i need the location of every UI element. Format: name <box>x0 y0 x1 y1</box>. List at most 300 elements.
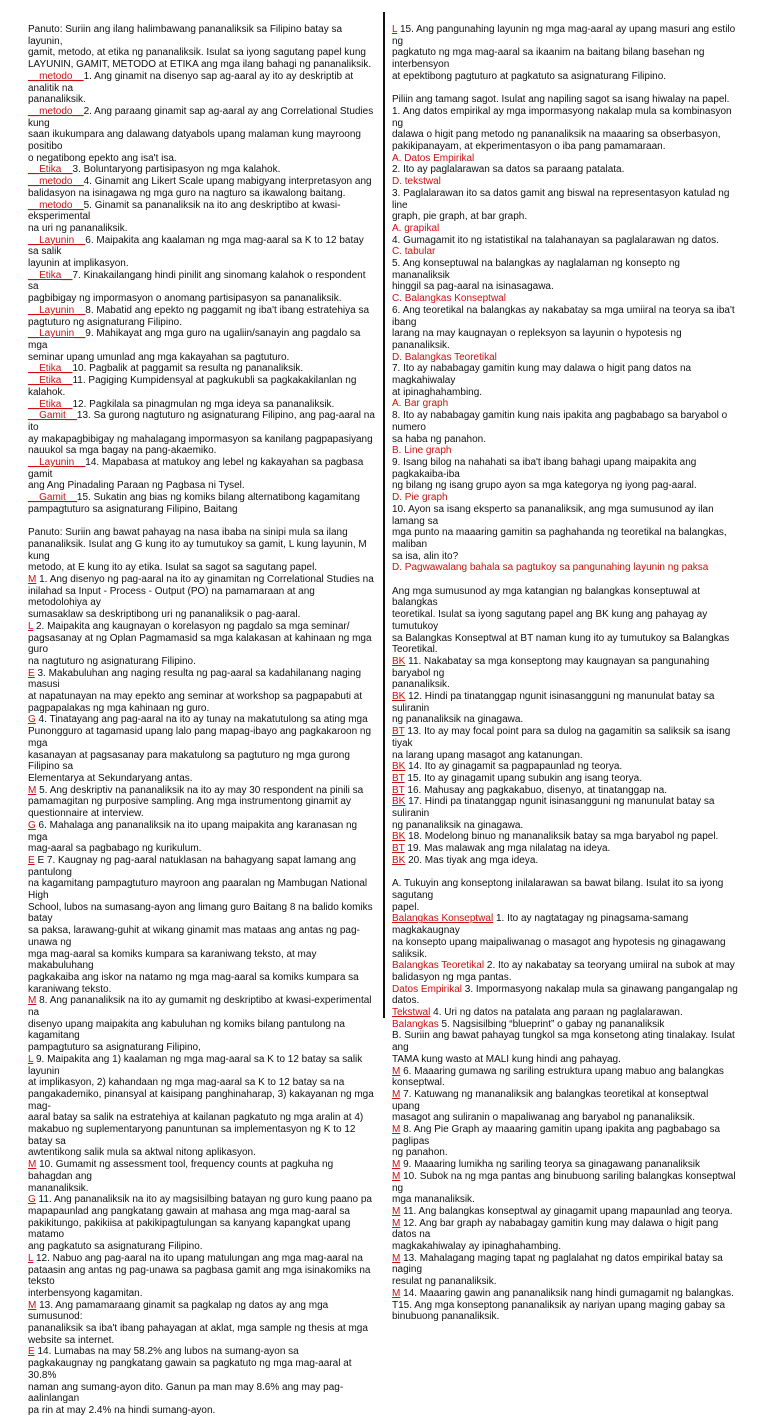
answer-mark: M <box>28 574 37 586</box>
text-line <box>28 258 376 270</box>
line-text: 13. Mahalagang maging tapat ng paglalahat ng datos empirikal batay sa naging <box>392 1252 723 1276</box>
line-text: 15. Ang pangunahing layunin ng mga mag-aaral ay upang masuri ang estilo ng <box>392 24 736 47</box>
line-text: saan ikukumpara ang dalawang datyabols upang malaman kung mayroong positibo <box>28 129 361 153</box>
text-line <box>392 504 738 527</box>
line-text: seminar upang umunlad ang mga kakayahan sa pagtuturo. <box>28 351 290 363</box>
text-line <box>392 1171 738 1194</box>
text-line <box>28 293 376 305</box>
text-line <box>392 398 738 410</box>
text-line <box>392 445 738 457</box>
line-text: 2. Ang paraang ginamit sap ag-aaral ay ang Correlational Studies kung <box>28 105 374 129</box>
answer-mark: M <box>392 1159 401 1171</box>
text-line <box>392 434 738 446</box>
text-line <box>392 1194 738 1206</box>
line-text: at ipinaghahambing. <box>392 386 483 398</box>
text-line <box>28 188 376 200</box>
text-line <box>392 281 738 293</box>
text-line <box>392 1300 738 1312</box>
text-line <box>28 1194 376 1206</box>
text-line <box>28 1183 376 1195</box>
text-line <box>392 1077 738 1089</box>
line-text: 4. Ginamit ang Likert Scale upang mabigyang interpretasyon ang <box>83 176 372 188</box>
text-line <box>392 363 738 386</box>
line-text: pagpapalakas ng mga kahinaan ng guro. <box>28 702 210 714</box>
text-line <box>392 562 738 574</box>
line-text: mag-aaral sa pagbabago ng kurikulum. <box>28 843 202 855</box>
text-line <box>392 714 738 726</box>
answer-mark: BT <box>392 772 405 784</box>
answer-mark: G <box>28 819 36 831</box>
text-line <box>392 24 738 47</box>
answer-mark: L <box>28 620 34 632</box>
text-line <box>392 457 738 480</box>
line-text: 9. Maaaring lumikha ng sariling teorya sa ginagawang pananaliksik <box>400 1159 700 1171</box>
line-text: magkakahiwalay ay ipinaghahambing. <box>392 1241 561 1253</box>
text-line <box>28 410 376 433</box>
answer-choice: D. tekstwal <box>392 176 441 188</box>
line-text: 4. Gumagamit ito ng istatistikal na talahanayan sa paglalarawan ng datos. <box>392 234 719 246</box>
answer-mark: __metodo__ <box>28 199 84 211</box>
line-text: layunin at implikasyon. <box>28 258 129 270</box>
text-line <box>392 691 738 714</box>
line-text: ng pananaliksik na ginagawa. <box>392 714 524 726</box>
answer-mark: Tekstwal <box>392 1007 431 1019</box>
line-text: mananaliksik. <box>28 1182 89 1194</box>
text-line <box>28 1382 376 1405</box>
text-line <box>28 633 376 656</box>
answer-mark: E <box>28 1346 35 1358</box>
line-text: pagkatuto ng mga mag-aaral sa ikaanim na baitang bilang basehan ng interbensyon <box>392 47 705 71</box>
text-line <box>392 984 738 1007</box>
line-text: 1. Ang datos empirikal ay mga impormasyong nakalap mula sa kombinasyon ng <box>392 105 732 129</box>
line-text: Panuto: Suriin ang ilang halimbawang pananaliksik sa Filipino batay sa layunin, <box>28 24 343 47</box>
line-text: karaniwang teksto. <box>28 983 112 995</box>
text-line <box>392 902 738 914</box>
line-text: makabuo ng suplementaryong panuntunan sa implementasyon ng K to 12 batay sa <box>28 1124 356 1147</box>
line-text: 14. Ito ay ginagamit sa pagpapaunlad ng teorya. <box>405 761 623 773</box>
text-line <box>28 855 376 878</box>
line-text: pagtuturo ng asignaturang Filipino. <box>28 316 182 328</box>
text-line <box>28 1253 376 1265</box>
text-line <box>28 1218 376 1241</box>
line-text: pakikitungo, pakikiisa at pakikipagtulungan sa kanyang kapangkat upang matamo <box>28 1217 351 1241</box>
line-text: 1. Ang disenyo ng pag-aaral na ito ay ginamitan ng Correlational Studies na <box>36 574 374 586</box>
line-text: 5. Nagsisilbing “blueprint” o gabay ng pananaliksik <box>438 1018 665 1030</box>
text-line <box>28 1300 376 1323</box>
answer-mark: M <box>392 1217 401 1229</box>
line-text: 5. Ginamit sa pananaliksik na ito ang deskriptibo at kwasi-eksperimental <box>28 199 341 223</box>
text-line <box>28 176 376 188</box>
text-line <box>392 726 738 749</box>
text-line <box>392 258 738 281</box>
text-line <box>392 1311 738 1323</box>
text-line <box>28 785 376 797</box>
answer-choice: D. Pie graph <box>392 492 448 504</box>
text-line <box>28 270 376 293</box>
line-text: kasanayan at pagsasanay para makatulong sa pagtuturo ng mga gurong Filipino sa <box>28 749 350 773</box>
line-text: binubuong pananaliksik. <box>392 1311 500 1323</box>
text-line <box>392 878 738 901</box>
text-line <box>392 164 738 176</box>
line-text: pagsasanay at ng Oplan Pagmamasid sa mga kalakasan at kahinaan ng mga guro <box>28 632 372 656</box>
line-text: 10. Subok na ng mga pantas ang binubuong sariling balangkas konseptwal ng <box>392 1170 736 1194</box>
line-text: 11. Nakabatay sa mga konseptong may kaugnayan sa pangunahing baryabol ng <box>392 655 710 679</box>
line-text: 9. Isang bilog na nahahati sa iba't ibang bahagi upang maipakita ang pagkakaiba-iba <box>392 457 697 480</box>
text-line <box>392 796 738 819</box>
text-line <box>28 71 376 94</box>
answer-mark: G <box>28 1194 36 1206</box>
text-line <box>392 913 738 936</box>
answer-mark: Balangkas Teoretikal <box>392 960 485 972</box>
line-text: A. Tukuyin ang konseptong inilalarawan sa bawat bilang. Isulat ito sa iyong sagutang <box>392 878 724 901</box>
answer-mark: G <box>28 714 36 726</box>
line-text: LAYUNIN, GAMIT, METODO at ETIKA ang mga ilang bahagi ng pananaliksik. <box>28 59 372 71</box>
blank-line <box>392 83 738 95</box>
text-line <box>28 399 376 411</box>
answer-mark: BK <box>392 854 406 866</box>
line-text: questionnaire at interview. <box>28 808 144 820</box>
line-text: 8. Ang Pie Graph ay maaaring gamitin upang ipakita ang pagbabago sa paglipas <box>392 1124 721 1147</box>
line-text: larang na may kaugnayan o repleksyon sa layunin o hypotesis ng pananaliksik. <box>392 328 682 351</box>
text-line <box>28 1042 376 1054</box>
line-text: 12. Nabuo ang pag-aaral na ito upang matulungan ang mga mag-aaral na <box>33 1252 363 1264</box>
line-text: ang Ang Pinadaling Paraan ng Pagbasa ni Tysel. <box>28 480 245 492</box>
answer-mark: BK <box>392 655 406 667</box>
text-line <box>392 387 738 399</box>
answer-choice: C. Balangkas Konseptwal <box>392 293 506 305</box>
text-line <box>28 387 376 399</box>
text-line <box>28 1288 376 1300</box>
line-text: 2. Ito ay paglalarawan sa datos sa paraang patalata. <box>392 164 625 176</box>
line-text: na uri ng pananaliksik. <box>28 222 128 234</box>
line-text: 7. Ito ay nababagay gamitin kung may dalawa o higit pang datos na magkahiwalay <box>392 363 692 387</box>
text-line <box>28 820 376 843</box>
answer-mark: M <box>392 1088 401 1100</box>
text-line <box>392 949 738 961</box>
answer-mark: E <box>28 854 35 866</box>
line-text: balidasyon ng mga pantas. <box>392 971 512 983</box>
text-line <box>28 1405 376 1417</box>
text-line <box>392 1206 738 1218</box>
line-text: 11. Ang pananaliksik na ito ay magsisilbing batayan ng guro kung paano pa <box>35 1194 372 1206</box>
line-text: awtentikong salik mula sa aktwal nitong aplikasyon. <box>28 1147 256 1159</box>
text-line <box>28 972 376 984</box>
answer-mark: M <box>392 1287 401 1299</box>
text-line <box>392 1288 738 1300</box>
line-text: na konsepto upang maipaliwanag o masagot ang hypotesis ng ginagawang <box>392 936 726 948</box>
line-text: pampagtuturo sa asignaturang Filipino, Baitang <box>28 503 238 515</box>
line-text: na larang upang masagot ang katanungan. <box>392 749 583 761</box>
text-line <box>28 1358 376 1381</box>
text-line <box>392 785 738 797</box>
line-text: Teoretikal. <box>392 644 438 656</box>
line-text: inilahad sa Input - Process - Output (PO) na pamamaraan at ang metodolohiya ay <box>28 585 315 609</box>
answer-mark: __Etika__ <box>28 164 73 176</box>
line-text: pa rin at may 2.4% na hindi sumang-ayon. <box>28 1404 216 1416</box>
text-line <box>28 726 376 749</box>
text-line <box>28 106 376 129</box>
line-text: Panuto: Suriin ang bawat pahayag na nasa ibaba na sinipi mula sa ilang <box>28 527 348 539</box>
line-text: ng pananaliksik na ginagawa. <box>392 819 524 831</box>
answer-mark: __Etika__ <box>28 375 73 387</box>
text-line <box>392 1007 738 1019</box>
text-line <box>28 129 376 152</box>
line-text: mga punto na maaaring gamitin sa paghahanda ng teoretikal na balangkas, maliban <box>392 527 727 550</box>
line-text: 3. Impormasyong nakalap mula sa ginawang pangangalap ng datos. <box>392 983 738 1007</box>
text-line <box>392 855 738 867</box>
line-text: 14. Mapabasa at matukoy ang lebel ng kakayahan sa pagbasa gamit <box>28 457 364 480</box>
text-line <box>28 1335 376 1347</box>
line-text: Punongguro at tagamasid upang lalo pang mapag-ibayo ang pagkakaroon ng mga <box>28 726 372 749</box>
text-line <box>392 1019 738 1031</box>
text-line <box>392 1276 738 1288</box>
answer-mark: BT <box>392 726 405 738</box>
text-line <box>392 1030 738 1053</box>
text-line <box>28 164 376 176</box>
line-text: T15. Ang mga konseptong pananaliksik ay nariyan upang maging gabay sa <box>392 1299 726 1311</box>
text-line <box>392 551 738 563</box>
answer-choice: A. Bar graph <box>392 398 449 410</box>
line-text: masagot ang suliranin o mapaliwanag ang baryabol ng pananaliksik. <box>392 1112 695 1124</box>
line-text: saliksik. <box>392 948 428 960</box>
line-text: sa isa, alin ito? <box>392 550 459 562</box>
text-line <box>392 633 738 645</box>
answer-mark: L <box>28 1053 34 1065</box>
text-line <box>392 609 738 632</box>
line-text: 13. Ito ay may focal point para sa dulog na gagamitin sa saliksik sa isang tiyak <box>392 726 731 749</box>
blank-line <box>28 516 376 528</box>
text-line <box>392 1218 738 1241</box>
text-line <box>392 1066 738 1078</box>
answer-mark: L <box>392 24 398 35</box>
line-text: 7. Kinakailangang hindi pinilit ang sinomang kalahok o respondent sa <box>28 269 366 293</box>
text-line <box>28 984 376 996</box>
line-text: 13. Sa gurong nagtuturo ng asignaturang Filipino, ang pag-aaral na ito <box>28 410 375 433</box>
text-line <box>392 1112 738 1124</box>
line-text: 15. Ito ay ginagamit upang subukin ang isang teorya. <box>404 772 642 784</box>
text-line <box>392 141 738 153</box>
text-line <box>28 59 376 71</box>
line-text: mga mag-aaral sa komiks kumpara sa karaniwang teksto, at may makabuluhang <box>28 948 317 972</box>
text-line <box>392 972 738 984</box>
line-text: papel. <box>392 901 420 913</box>
answer-mark: M <box>28 784 37 796</box>
answer-mark: M <box>392 1205 401 1217</box>
text-line <box>392 527 738 550</box>
answer-mark: E <box>28 667 35 679</box>
text-line <box>392 1159 738 1171</box>
text-line <box>28 703 376 715</box>
answer-mark: __metodo__ <box>28 105 84 117</box>
line-text: 16. Mahusay ang pagkakabuo, disenyo, at tinatanggap na. <box>404 784 668 796</box>
answer-choice: B. Line graph <box>392 445 452 457</box>
line-text: 12. Hindi pa tinatanggap ngunit isinasangguni ng manunulat batay sa suliranin <box>392 691 715 714</box>
text-line <box>28 925 376 948</box>
answer-mark: __Layunin__ <box>28 457 86 469</box>
text-line <box>392 235 738 247</box>
text-line <box>28 773 376 785</box>
text-line <box>28 621 376 633</box>
line-text: pangakademiko, pinansyal at kaisipang panghinaharap, 3) kakayanan ng mga mag- <box>28 1088 374 1112</box>
text-line <box>392 211 738 223</box>
line-text: Elementarya at Sekundaryang antas. <box>28 772 193 784</box>
line-text: 4. Tinatayang ang pag-aaral na ito ay tunay na makatutulong sa ating mga <box>35 714 368 726</box>
text-line <box>28 1112 376 1124</box>
line-text: 9. Mahikayat ang mga guro na ugaliin/sanayin ang pagdalo sa mga <box>28 328 361 351</box>
text-line <box>392 1253 738 1276</box>
text-line <box>28 200 376 223</box>
line-text: 11. Ang balangkas konseptwal ay ginagamit upang mapaunlad ang teorya. <box>400 1205 733 1217</box>
line-text: 12. Ang bar graph ay nababagay gamitin kung may dalawa o higit pang datos na <box>392 1217 719 1241</box>
line-text: 13. Ang pamamaraang ginamit sa pagkalap ng datos ay ang mga sumusunod: <box>28 1299 329 1323</box>
line-text: aaral batay sa salik na estratehiya at kailanan pagkatuto ng mga aralin at 4) <box>28 1112 364 1124</box>
text-line <box>392 480 738 492</box>
text-line <box>28 750 376 773</box>
right-column <box>392 24 738 1323</box>
text-line <box>28 317 376 329</box>
line-text: 5. Ang konseptuwal na balangkas ay naglalaman ng konsepto ng mananaliksik <box>392 258 680 281</box>
text-line <box>28 574 376 586</box>
text-line <box>28 94 376 106</box>
text-line <box>28 375 376 387</box>
line-text: ay makapagbibigay ng mahalagang impormasyon sa kanilang pagpapasiyang <box>28 433 373 445</box>
text-line <box>392 71 738 83</box>
line-text: pamamagitan ng purposive sampling. Ang mga instrumentong ginamit ay <box>28 796 351 808</box>
text-line <box>28 1089 376 1112</box>
line-text: mga mananaliksik. <box>392 1194 475 1206</box>
line-text: 8. Mabatid ang epekto ng paggamit ng iba't ibang estratehiya sa <box>85 304 370 316</box>
text-line <box>392 1147 738 1159</box>
line-text: Piliin ang tamang sagot. Isulat ang napiling sagot sa isang hiwalay na papel. <box>392 94 730 106</box>
line-text: Ang mga sumusunod ay mga katangian ng balangkas konseptuwal at balangkas <box>392 585 700 609</box>
line-text: 2. Maipakita ang kaugnayan o korelasyon ng pagdalo sa mga seminar/ <box>33 620 350 632</box>
line-text: sa haba ng panahon. <box>392 433 486 445</box>
text-line <box>28 1346 376 1358</box>
text-line <box>392 106 738 129</box>
line-text: o negatibong epekto ang isa't isa. <box>28 152 177 164</box>
text-line <box>28 363 376 375</box>
column-divider <box>383 12 385 1018</box>
text-line <box>392 492 738 504</box>
line-text: website sa internet. <box>28 1334 115 1346</box>
line-text: 5. Ang deskriptiv na pananaliksik na ito ay may 30 respondent na pinili sa <box>36 784 364 796</box>
line-text: resulat ng pananaliksik. <box>392 1276 497 1288</box>
line-text: 3. Boluntaryong partisipasyon ng mga kalahok. <box>72 164 281 176</box>
line-text: ang pagkatuto sa asignaturang Filipino. <box>28 1241 203 1253</box>
text-line <box>392 960 738 972</box>
line-text: 1. Ito ay nagtatagay ng pinagsama-samang magkakaugnay <box>392 913 689 937</box>
text-line <box>28 656 376 668</box>
line-text: metodo, at E kung ito ay etika. Isulat sa sagot sa sagutang papel. <box>28 562 318 574</box>
text-line <box>28 1323 376 1335</box>
line-text: E 7. Kaugnay ng pag-aaral natuklasan na bahagyang sapat lamang ang pantulong <box>28 854 357 878</box>
text-line <box>28 480 376 492</box>
text-line <box>392 831 738 843</box>
answer-mark: L <box>28 1252 34 1264</box>
text-line <box>28 539 376 562</box>
answer-mark: Balangkas Konseptwal <box>392 913 494 925</box>
text-line <box>392 305 738 328</box>
text-line <box>392 1054 738 1066</box>
text-line <box>28 445 376 457</box>
answer-mark: M <box>392 1124 401 1136</box>
answer-mark: __Etika__ <box>28 269 73 281</box>
answer-mark: M <box>28 995 37 1007</box>
text-line <box>392 937 738 949</box>
text-line <box>392 1241 738 1253</box>
text-line <box>392 223 738 235</box>
text-line <box>28 691 376 703</box>
text-line <box>28 223 376 235</box>
text-line <box>28 328 376 351</box>
answer-mark: M <box>392 1252 401 1264</box>
text-line <box>28 902 376 925</box>
line-text: interbensyong kagamitan. <box>28 1287 143 1299</box>
text-line <box>28 949 376 972</box>
answer-mark: M <box>392 1170 401 1182</box>
text-line <box>392 246 738 258</box>
answer-mark: __Gamit__ <box>28 492 77 504</box>
line-text: 8. Ang pananaliksik na ito ay gumamit ng deskriptibo at kwasi-experimental na <box>28 995 372 1019</box>
text-line <box>392 644 738 656</box>
text-line <box>28 457 376 480</box>
line-text: at implikasyon, 2) kahandaan ng mga mag-aaral sa K to 12 batay sa na <box>28 1077 345 1089</box>
line-text: 11. Pagiging Kumpidensyal at pagkukubli sa pagkakakilanlan ng <box>72 375 357 387</box>
answer-choice: D. Pagwawalang bahala sa pagtukoy sa pangunahing layunin ng paksa <box>392 562 709 574</box>
answer-choice: C. tabular <box>392 246 436 258</box>
line-text: nauukol sa mga bagay na pang-akaemiko. <box>28 445 217 457</box>
text-line <box>28 47 376 59</box>
line-text: na nagtuturo ng asignaturang Filipino. <box>28 655 196 667</box>
line-text: pananaliksik. <box>392 679 450 691</box>
answer-mark: Balangkas <box>392 1018 439 1030</box>
line-text: pananaliksik sa iba't ibang pahayagan at aklat, mga sample ng thesis at mga <box>28 1323 368 1335</box>
line-text: 2. Ito ay nakabatay sa teoryang umiiral na subok at may <box>484 960 735 972</box>
text-line <box>28 808 376 820</box>
text-line <box>28 1206 376 1218</box>
line-text: 6. Ang teoretikal na balangkas ay nakabatay sa mga umiiral na teorya sa iba't ibang <box>392 304 735 328</box>
text-line <box>392 1124 738 1147</box>
answer-mark: __Layunin__ <box>28 234 86 246</box>
text-line <box>392 679 738 691</box>
text-line <box>392 94 738 106</box>
text-line <box>392 129 738 141</box>
text-line <box>28 609 376 621</box>
line-text: at napatunayan na may epekto ang seminar at workshop sa pagpapabuti at <box>28 691 363 703</box>
line-text: pagkakaugnay ng pangkatang gawain sa pagkatuto ng mga mag-aaral at 30.8% <box>28 1358 352 1381</box>
answer-mark: __Etika__ <box>28 363 73 375</box>
text-line <box>28 1265 376 1288</box>
line-text: gamit, metodo, at etika ng pananaliksik. Isulat sa iyong sagutang papel kung <box>28 47 366 59</box>
line-text: pagbibigay ng impormasyon o anomang partisipasyon sa pananaliksik. <box>28 293 342 305</box>
blank-line <box>392 867 738 879</box>
text-line <box>392 293 738 305</box>
text-line <box>28 1019 376 1042</box>
answer-mark: BK <box>392 691 406 703</box>
text-line <box>392 188 738 211</box>
line-text: 3. Paglalarawan ito sa datos gamit ang biswal na representasyon katulad ng line <box>392 187 730 211</box>
line-text: pananaliksik. <box>28 94 86 106</box>
text-line <box>28 527 376 539</box>
text-line <box>28 1124 376 1147</box>
text-line <box>392 352 738 364</box>
line-text: teoretikal. Isulat sa iyong sagutang papel ang BK kung ang pahayag ay tumutukoy <box>392 609 708 632</box>
answer-mark: BT <box>392 784 405 796</box>
answer-choice: D. Balangkas Teoretikal <box>392 351 497 363</box>
text-line <box>28 434 376 446</box>
answer-mark: M <box>28 1299 37 1311</box>
line-text: 20. Mas tiyak ang mga ideya. <box>405 854 539 866</box>
